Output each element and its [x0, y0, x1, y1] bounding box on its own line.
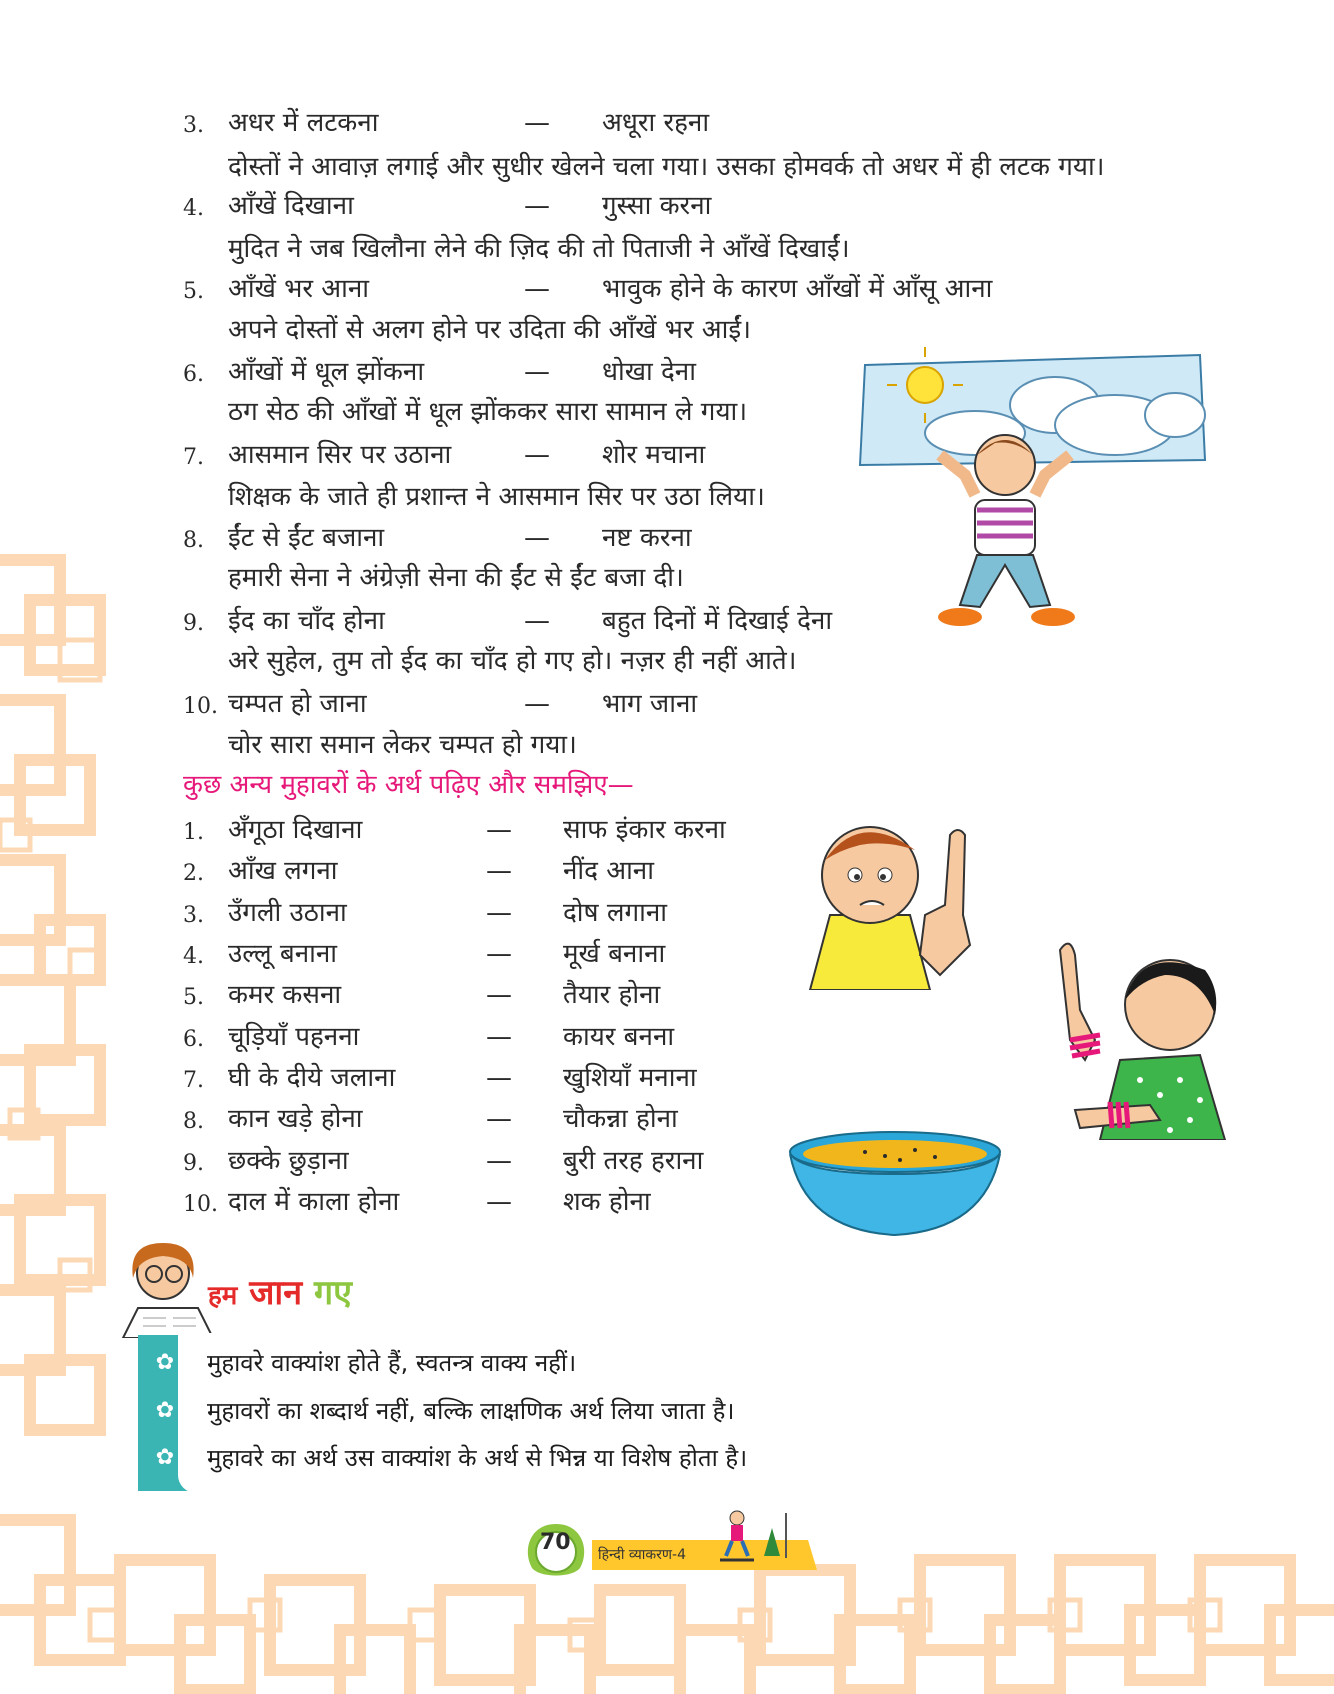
idiom-number: 8. [183, 528, 204, 553]
summary-title-word2: जान [249, 1273, 303, 1313]
summary-title-word3: गए [313, 1273, 352, 1313]
summary-point: मुहावरों का शब्दार्थ नहीं, बल्कि लाक्षणिक अर्थ लिया जाता है। [207, 1397, 735, 1425]
idiom-phrase: अधर में लटकना [228, 108, 379, 138]
idiom-phrase: अँगूठा दिखाना [228, 815, 363, 845]
idiom-number: 5. [183, 985, 204, 1010]
idiom-example: अरे सुहेल, तुम तो ईद का चाँद हो गए हो। नज़र ही नहीं आते। [228, 646, 797, 676]
book-title: हिन्दी व्याकरण-4 [598, 1547, 686, 1563]
idiom-meaning: तैयार होना [563, 980, 661, 1010]
idiom-meaning: मूर्ख बनाना [563, 939, 666, 969]
idiom-dash: — [524, 523, 550, 553]
idiom-meaning: दोष लगाना [563, 898, 667, 928]
sun-icon [907, 367, 943, 403]
idiom-meaning: कायर बनना [563, 1022, 675, 1052]
section-heading: कुछ अन्य मुहावरों के अर्थ पढ़िए और समझिए— [183, 770, 634, 800]
idiom-phrase: चम्पत हो जाना [228, 689, 367, 719]
idiom-number: 10. [183, 1192, 218, 1217]
idiom-number: 10. [183, 694, 218, 719]
idiom-number: 1. [183, 820, 204, 845]
idiom-example: मुदित ने जब खिलौना लेने की ज़िद की तो पिताजी ने आँखें दिखाईं। [228, 234, 850, 264]
idiom-phrase: ईद का चाँद होना [228, 606, 385, 636]
flower-icon: ✿ [155, 1444, 175, 1470]
idiom-phrase: आँखें दिखाना [228, 191, 354, 221]
idiom-meaning: अधूरा रहना [602, 108, 710, 138]
idiom-meaning: गुस्सा करना [602, 191, 712, 221]
idiom-number: 9. [183, 611, 204, 636]
idiom-dash: — [524, 440, 550, 470]
summary-title [208, 1268, 352, 1314]
boy-pointing-finger-illustration [800, 805, 990, 990]
idiom-phrase: आँखें भर आना [228, 274, 370, 304]
idiom-dash: — [486, 898, 512, 928]
idiom-meaning: शोर मचाना [602, 440, 706, 470]
idiom-example: शिक्षक के जाते ही प्रशान्त ने आसमान सिर पर उठा लिया। [228, 482, 765, 512]
girl-with-bangles-illustration [1040, 930, 1240, 1140]
skater-boy-icon [712, 1508, 792, 1568]
idiom-example: चोर सारा समान लेकर चम्पत हो गया। [228, 730, 577, 760]
idiom-phrase: आँख लगना [228, 856, 338, 886]
idiom-number: 4. [183, 944, 204, 969]
idiom-meaning: खुशियाँ मनाना [563, 1063, 697, 1093]
idiom-meaning: साफ इंकार करना [563, 815, 726, 845]
idiom-dash: — [486, 1146, 512, 1176]
summary-title-word1: हम [208, 1281, 238, 1311]
idiom-number: 6. [183, 362, 204, 387]
idiom-phrase: ईंट से ईंट बजाना [228, 523, 385, 553]
idiom-dash: — [524, 108, 550, 138]
page-number: 70 [540, 1530, 571, 1555]
idiom-phrase: उँगली उठाना [228, 898, 347, 928]
idiom-example: दोस्तों ने आवाज़ लगाई और सुधीर खेलने चला गया। उसका होमवर्क तो अधर में ही लटक गया। [228, 152, 1105, 182]
dal-bowl-illustration [785, 1130, 1005, 1240]
idiom-meaning: बुरी तरह हराना [563, 1146, 704, 1176]
idiom-dash: — [524, 274, 550, 304]
idiom-meaning: नींद आना [563, 856, 654, 886]
idiom-number: 4. [183, 196, 204, 221]
summary-point: मुहावरे का अर्थ उस वाक्यांश के अर्थ से भिन्न या विशेष होता है। [207, 1444, 748, 1472]
idiom-phrase: घी के दीये जलाना [228, 1063, 396, 1093]
idiom-dash: — [486, 980, 512, 1010]
idiom-number: 8. [183, 1109, 204, 1134]
idiom-phrase: आँखों में धूल झोंकना [228, 357, 425, 387]
idiom-example: ठग सेठ की आँखों में धूल झोंककर सारा सामान ले गया। [228, 397, 748, 427]
idiom-example: अपने दोस्तों से अलग होने पर उदिता की आँखें भर आईं। [228, 315, 751, 345]
idiom-number: 5. [183, 279, 204, 304]
summary-point: मुहावरे वाक्यांश होते हैं, स्वतन्त्र वाक्य नहीं। [207, 1349, 577, 1377]
girl-reading-mascot [118, 1238, 218, 1338]
idiom-example: हमारी सेना ने अंग्रेज़ी सेना की ईंट से ईंट बजा दी। [228, 563, 684, 593]
flower-icon: ✿ [155, 1349, 175, 1375]
idiom-number: 7. [183, 445, 204, 470]
idiom-meaning: धोखा देना [602, 357, 696, 387]
idiom-number: 3. [183, 113, 204, 138]
idiom-phrase: कान खड़े होना [228, 1104, 363, 1134]
idiom-dash: — [486, 856, 512, 886]
idiom-number: 2. [183, 861, 204, 886]
idiom-phrase: चूड़ियाँ पहनना [228, 1022, 360, 1052]
idiom-dash: — [486, 815, 512, 845]
idiom-phrase: कमर कसना [228, 980, 342, 1010]
idiom-meaning: शक होना [563, 1187, 651, 1217]
idiom-meaning: चौकन्ना होना [563, 1104, 678, 1134]
idiom-phrase: उल्लू बनाना [228, 939, 338, 969]
idiom-dash: — [524, 606, 550, 636]
idiom-number: 9. [183, 1151, 204, 1176]
idiom-meaning: भावुक होने के कारण आँखों में आँसू आना [602, 274, 993, 304]
idiom-number: 7. [183, 1068, 204, 1093]
idiom-dash: — [524, 357, 550, 387]
idiom-dash: — [486, 1104, 512, 1134]
flower-icon: ✿ [155, 1397, 175, 1423]
idiom-phrase: आसमान सिर पर उठाना [228, 440, 452, 470]
idiom-meaning: नष्ट करना [602, 523, 692, 553]
idiom-number: 6. [183, 1027, 204, 1052]
idiom-meaning: बहुत दिनों में दिखाई देना [602, 606, 833, 636]
idiom-dash: — [524, 191, 550, 221]
idiom-dash: — [486, 939, 512, 969]
idiom-dash: — [524, 689, 550, 719]
idiom-dash: — [486, 1022, 512, 1052]
idiom-dash: — [486, 1063, 512, 1093]
idiom-phrase: दाल में काला होना [228, 1187, 400, 1217]
idiom-phrase: छक्के छुड़ाना [228, 1146, 349, 1176]
idiom-number: 3. [183, 903, 204, 928]
boy-lifting-sky-illustration [855, 345, 1215, 645]
idiom-meaning: भाग जाना [602, 689, 698, 719]
idiom-dash: — [486, 1187, 512, 1217]
